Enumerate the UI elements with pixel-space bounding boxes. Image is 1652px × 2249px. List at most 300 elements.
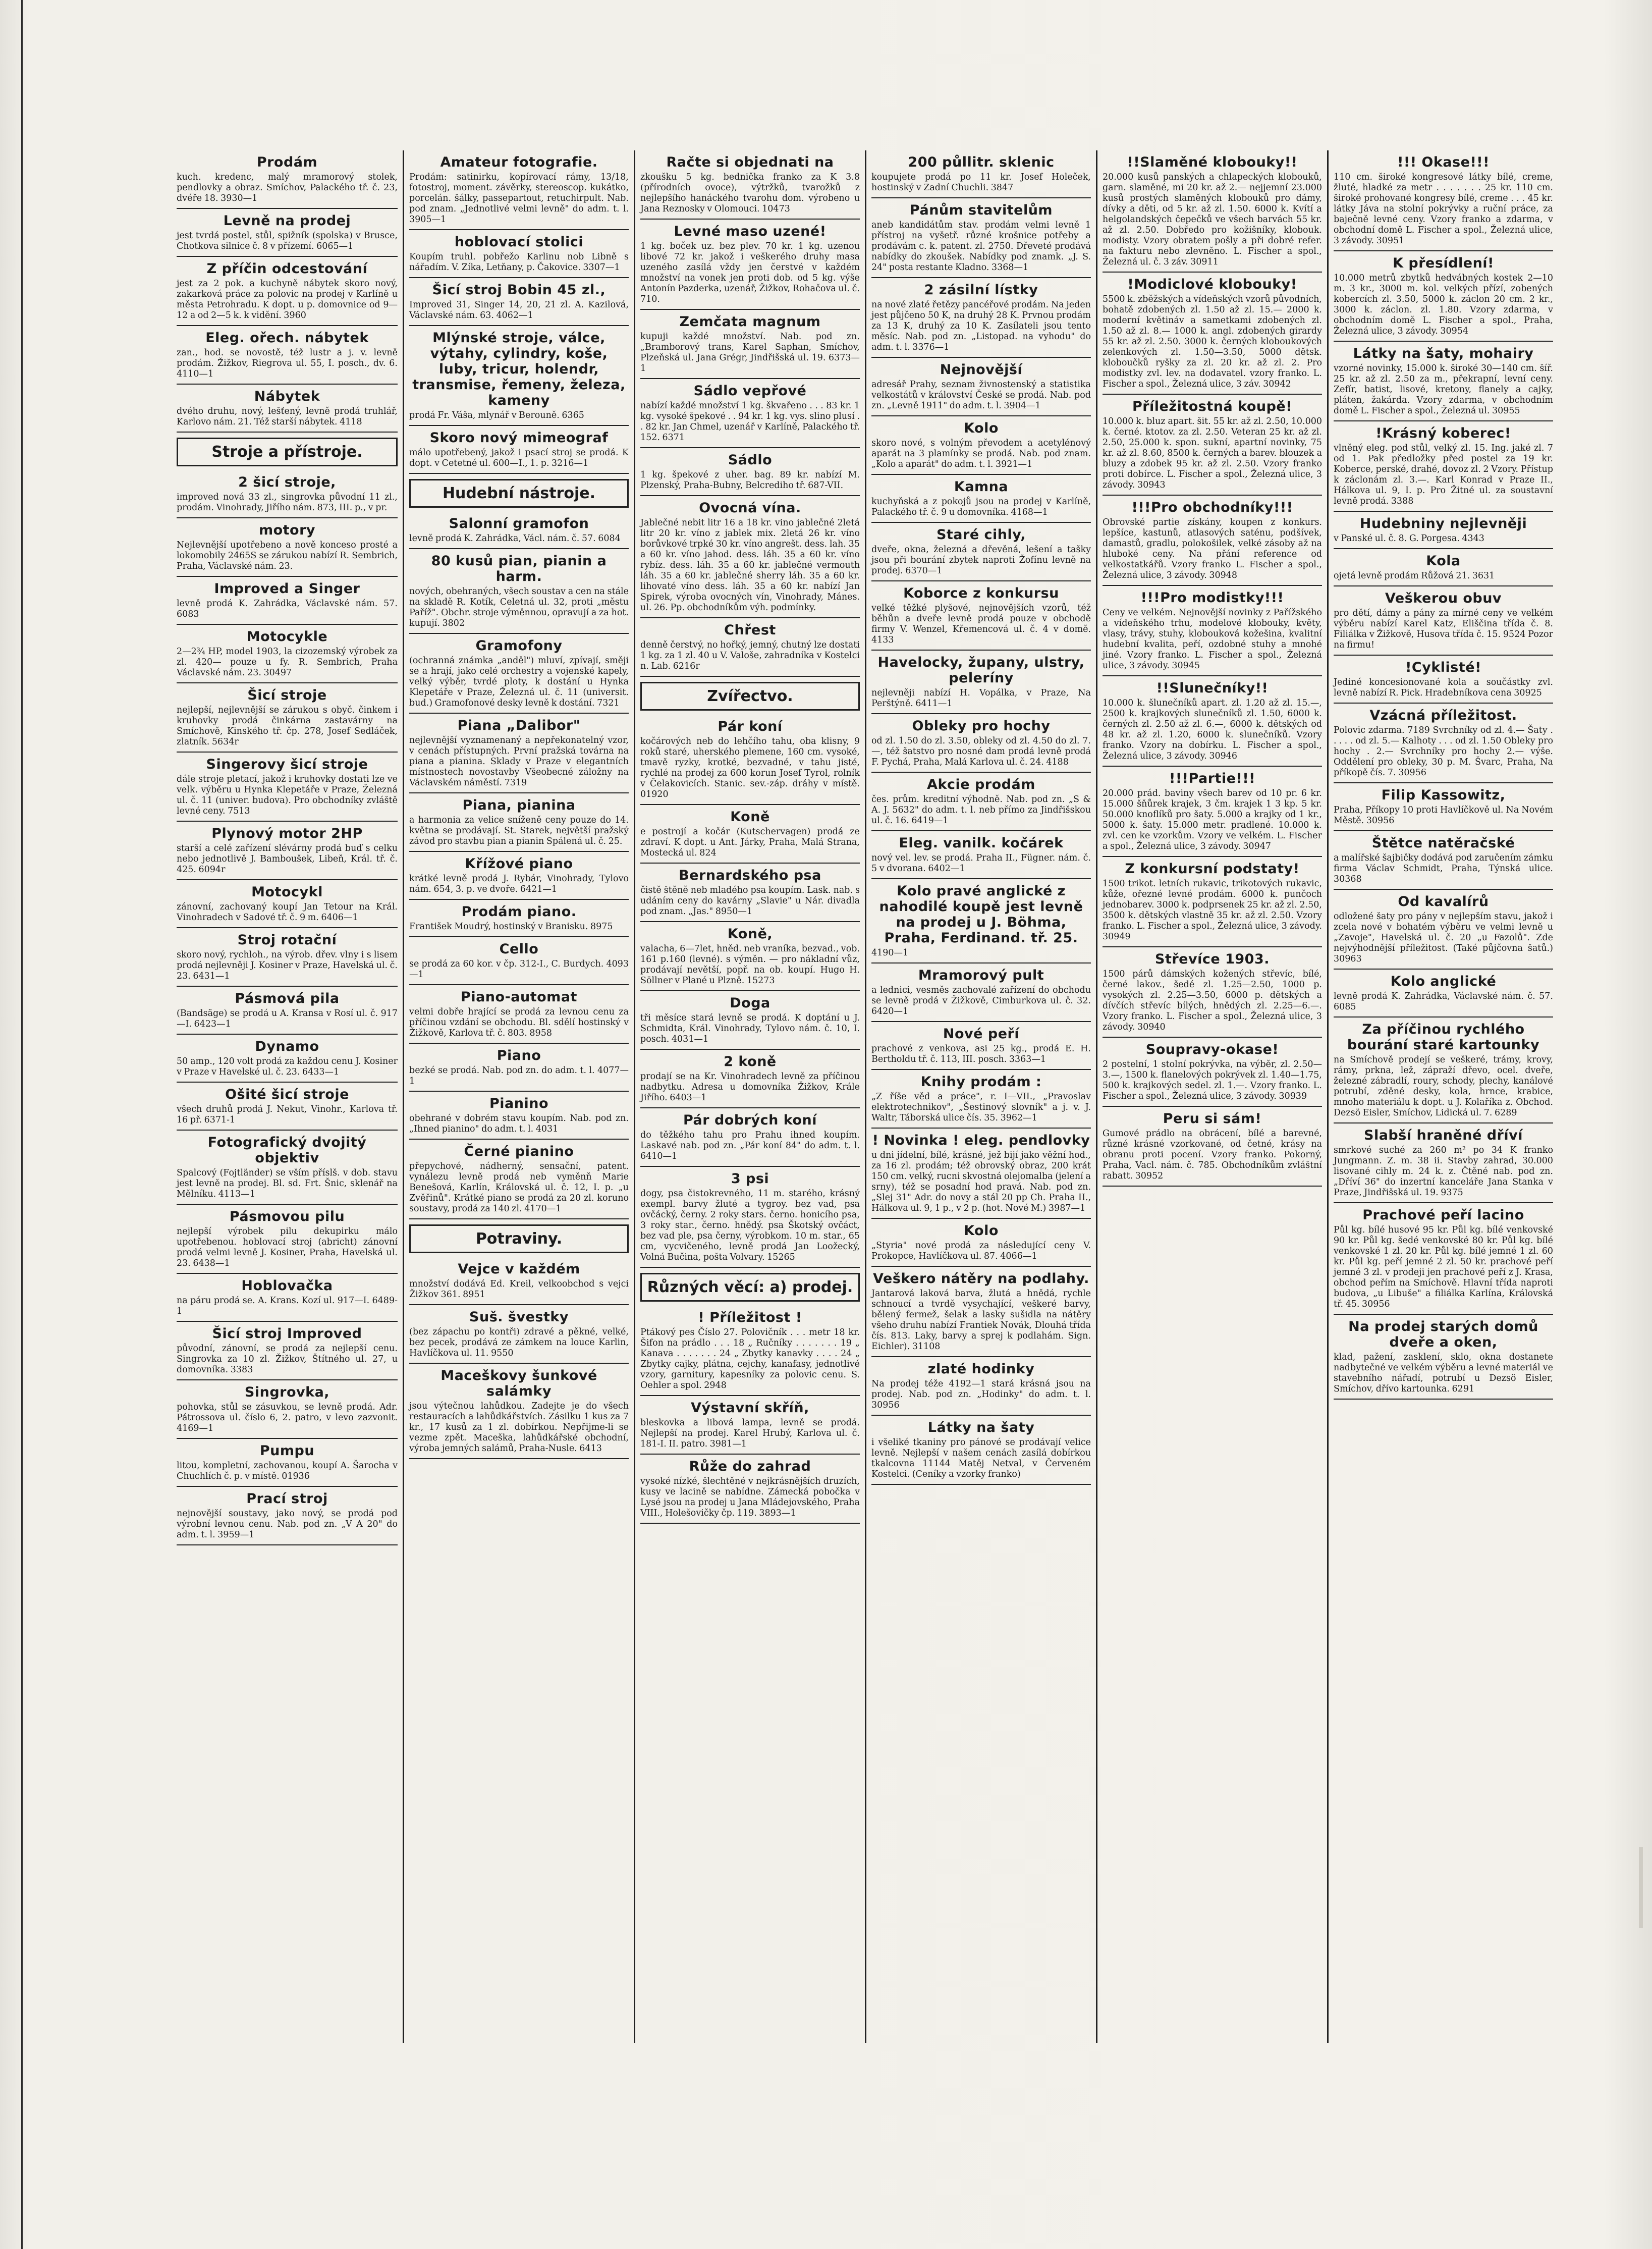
ad-title: Obleky pro hochy [912, 718, 1051, 734]
ad-title: Eleg. ořech. nábytek [205, 330, 369, 346]
classified-ad [1334, 251, 1553, 342]
ad-body: bezké se prodá. Nab. pod zn. do adm. t. l. 4077—1 [409, 1065, 629, 1086]
ad-title: !Krásný koberec! [1375, 425, 1511, 441]
classified-ad [640, 715, 860, 805]
classified-ad [871, 1070, 1091, 1129]
ad-body: prachové z venkova, asi 25 kg., prodá E. H. Bertholdu tř. č. 113, III. posch. 3363—1 [871, 1044, 1091, 1064]
classified-ad [177, 1322, 398, 1380]
column-6 [1327, 150, 1558, 2043]
ad-body: jest za 2 pok. a kuchyně nábytek skoro nový, zakarková práce za polovic na prodej v Karlíně u města Petrohradu. K dopt. u p. domovnice od 9—12 a od 2—5 k. k vidění. 3960 [177, 279, 398, 320]
page-edge-rule [21, 0, 23, 2249]
ad-title: Slabší hraněné dříví [1364, 1128, 1523, 1143]
ad-body: Spalcový (Fojtländer) se vším příslš. v dob. stavu jest levně na prodej. Bl. sd. Frt. Šnic, sklenář na Mělníku. 4113—1 [177, 1168, 398, 1199]
classified-ad [871, 879, 1091, 963]
ad-title: ! Příležitost ! [698, 1310, 802, 1325]
ad-body: 10.000 metrů zbytků hedvábných kostek 2—10 m. 3 kr., 3000 m. kol. velkých přízí, zobených kobercích zl. 3.50, 5000 k. záclon 20 cm. 2 kr., 3000 k. záclon. zl. 1.80. Vzory zdarma, v obchodním domě L. Fischer a spol., Praha, Železná ulice, 3 závody. 30954 [1334, 273, 1553, 336]
classified-ad [871, 1022, 1091, 1070]
ad-title: Fotografický dvojitý objektiv [207, 1135, 367, 1166]
ad-title: Mlýnské stroje, válce, výtahy, cylindry, koše, luby, tricur, holendr, transmise, řemeny, železa, kameny [412, 330, 626, 408]
classified-ad [1334, 1018, 1553, 1123]
ad-body: Půl kg. bílé husové 95 kr. Půl kg. bílé venkovské 90 kr. Půl kg. šedé venkovské 80 kr. Půl kg. bílé venkovské 1 zl. 20 kr. Půl kg. bílé jemné 1 zl. 60 kr. Půl kg. peří jemné 2 zl. 50 kr. prachové peří jemné 3 zl. v prodeji jen prachové peří z J. Krasa, obchod peřím na Smíchově. Hlavní třída naproti budova, „u Libuše" a filiálka Karlína, Královská tř. 45. 30956 [1334, 1225, 1553, 1309]
classified-ad [640, 1050, 860, 1108]
ad-body: a lednici, vesměs zachovalé zařízení do obchodu se levně prodá v Žižkově, Cimburkova ul. č. 32. 6420—1 [871, 985, 1091, 1016]
classified-ad [177, 880, 398, 928]
ad-body: dveře, okna, železná a dřevěná, lešení a tašky jsou při bourání zbytek naproti Žofínu levně na prodej. 6370—1 [871, 545, 1091, 576]
ad-title: Koně [730, 809, 770, 825]
ad-title: Hudebniny nejlevněji [1359, 516, 1527, 531]
classified-ad [640, 310, 860, 379]
column-3 [634, 150, 865, 2043]
ad-title: Akcie prodám [927, 777, 1035, 792]
ad-body: a harmonia za velice sníženě ceny pouze do 14. května se prodávají. St. Starek, největší pražský závod pro stavbu pian a pianin Spálená ul. č. 25. [409, 815, 629, 846]
classified-ad [871, 523, 1091, 581]
ad-body: kuchyňská a z pokojů jsou na prodej v Karlíně, Palackého tř. č. 9 u domovníka. 4168—1 [871, 497, 1091, 517]
ad-body: do těžkého tahu pro Prahu ihned koupím. Laskavé nab. pod zn. „Pár koní 84" do adm. t. l. 6410—1 [640, 1130, 860, 1161]
ad-body: 2—2¾ HP, model 1903, la cizozemský výrobek za zl. 420— pouze u fy. R. Sembrich, Praha Václavské nám. 23. 30497 [177, 647, 398, 678]
ad-body: na páru prodá se. A. Krans. Kozí ul. 917—I. 6489-1 [177, 1296, 398, 1316]
ad-title: Gramofony [475, 638, 563, 654]
ad-body: Jediné koncesionované kola a součástky zvl. levně nabízí R. Pick. Hradebníkova cena 30925 [1334, 677, 1553, 698]
ad-title: Příležitostná koupě! [1132, 399, 1293, 414]
ad-title: Levné maso uzené! [674, 224, 827, 239]
ad-body: původní, zánovní, se prodá za nejlepší cenu. Singrovka za 10 zl. Žižkov, Štítného ul. 27, u domovníka. 3383 [177, 1344, 398, 1375]
ad-title: Nové peří [943, 1026, 1020, 1042]
ad-body: adresář Prahy, seznam živnostenský a statistika velkostátů v království České se prodá. Nab. pod zn. „Levně 1911" do adm. t. l. 3904—1 [871, 380, 1091, 411]
ad-title: Suš. švestky [469, 1309, 569, 1325]
ad-title: Skoro nový mimeograf [429, 430, 609, 446]
classified-ad [409, 985, 629, 1044]
ad-title: Od kavalírů [1398, 894, 1489, 909]
classified-ad [177, 209, 398, 257]
classified-ad [1334, 549, 1553, 586]
ad-body: na nové zlaté řetězy pancéřové prodám. Na jeden jest půjčeno 50 K, na druhý 28 K. Prvnou prodám za 13 K, druhý za 10 K. Zasílateli jsou tento měsíc. Nab. pod zn. „Listopad. na vyhodu" do adm. t. l. 3376—1 [871, 300, 1091, 352]
ad-title: 80 kusů pian, pianin a harm. [431, 553, 607, 584]
classified-columns [172, 150, 1559, 2043]
ad-body: valacha, 6—7let, hněd. neb vraníka, bezvad., vob. 161 p.160 (levné). s výměn. — pro nákladní vůz, prodávají nevětší, popř. na ob. koupí. Hugo H. Söllner v Plané u Plzně. 15273 [640, 944, 860, 986]
ad-title: Šicí stroj Improved [212, 1326, 362, 1342]
ad-body: nejlevnější vyznamenaný a nepřekonatelný vzor, v cenách přístupných. První pražská továrna na piana a pianina. Sklady v Praze v elegantních místnostech novostavby Všeobecné záložny na Václavském náměstí. 7319 [409, 735, 629, 788]
ad-body: levně prodá K. Zahrádka, Václavské nám. 57. 6083 [177, 599, 398, 619]
classified-ad [1103, 150, 1322, 273]
ad-body: nejlepší, nejlevnější se zárukou s obyč. činkem i kruhovky prodá činkárna zastavárny na Smíchově, Kinského tř. čp. 278, Josef Sedláček, zlatník. 5634r [177, 705, 398, 747]
ad-title: Za příčinou rychlého bourání staré kartounky [1347, 1022, 1540, 1053]
classified-ad [871, 475, 1091, 523]
classified-ad [409, 1140, 629, 1219]
classified-ad [1103, 395, 1322, 496]
ad-title: Nejnovější [940, 362, 1023, 378]
ad-body: odložené šaty pro pány v nejlepším stavu, jakož i zcela nové v bohatém výběru ve velmi levně u „Zavoje", Havelská ul. č. 20 „u Fazolů". Zde nejvýhodnější příležitost. (Také půjčovna šatů.) 30963 [1334, 912, 1553, 964]
classified-ad [177, 385, 398, 433]
classified-ad [409, 326, 629, 426]
ad-body: jest tvrdá postel, stůl, spižník (spolska) v Brusce, Chotkova silnice č. 8 v přízemí. 6065—1 [177, 231, 398, 251]
ad-body: 4190—1 [871, 948, 909, 958]
ad-title: Singerovy šicí stroje [206, 757, 368, 772]
ad-title: Račte si objednati na [666, 154, 834, 170]
ad-body: improved nová 33 zl., singrovka původní 11 zl., prodám. Vinohrady, Jiřího nám. 873, III. p., v pr. [177, 492, 398, 513]
classified-ad [177, 257, 398, 326]
ad-title: hoblovací stolici [454, 234, 584, 250]
classified-ad [640, 864, 860, 922]
ad-title: !Cyklisté! [1405, 660, 1481, 675]
ad-body: Na prodej téže 4192—1 stará krásná jsou na prodej. Nab. pod zn. „Hodinky" do adm. t. l. 30956 [871, 1379, 1091, 1410]
ad-title: !!!Partie!!! [1169, 771, 1255, 786]
ad-body: obehrané v dobrém stavu koupím. Nab. pod zn. „Ihned pianino" do adm. t. l. 4031 [409, 1113, 629, 1134]
ad-body: zkoušku 5 kg. bednička franko za K 3.8 (přírodních ovoce), výtržků, tvarožků z nejlepšího hanáckého tvarohu dom. výrobeno u Jana Reznosky v Olomouci. 10473 [640, 172, 860, 214]
classified-ad [640, 379, 860, 448]
ad-body: dvého druhu, nový, lešťený, levně prodá truhlář, Karlovo nám. 21. Též starší nábytek. 4118 [177, 406, 398, 427]
ad-title: Růže do zahrad [689, 1459, 811, 1474]
ad-body: Polovic zdarma. 7189 Svrchníky od zl. 4.— Šaty . . . . . od zl. 5.— Kalhoty . . . od zl. 1.50 Obleky pro hochy . 2.— Svrchníky pro hochy 2.— výše. Oddělení pro obleky, 30 p. M. Švarc, Praha, Na příkopě čís. 7. 30956 [1334, 725, 1553, 778]
classified-ad [409, 278, 629, 326]
ad-title: !Modiclové klobouky! [1127, 277, 1297, 292]
column-2 [403, 150, 634, 2043]
classified-ad [177, 753, 398, 822]
ad-title: Na prodej starých domů dveře a oken, [1348, 1319, 1538, 1350]
classified-ad [1103, 1107, 1322, 1187]
classified-ad [177, 1131, 398, 1205]
classified-ad [1103, 676, 1322, 767]
ad-body: 1500 trikot. letních rukavic, trikotových rukavic, kůže, ořezné levné prodám. 6000 k. punčoch jednobarev. 3000 k. podprsenek 25 kr. až zl. 2.50, 3500 k. dětských vlastně 35 kr. až zl. 2.50. Vzory franko. L. Fischer a spol., Železná ulice, 3 závody. 30949 [1103, 879, 1322, 942]
classified-ad [1334, 1203, 1553, 1315]
ad-body: 20.000 prád. baviny všech barev od 10 pr. 6 kr. 15.000 šňůrek krajek, 3 čm. krajek 1 3 kp. 5 kr. 50.000 knoflíků pro šaty. 5.000 a krajky od 1 kr., 5000 k. šaty. 15.000 metr. pradlené. 10.000 k. zvl. cen ke vzorkům. Vzory ve velkém. L. Fischer a spol., Železná ulice, 3 závody. 30947 [1103, 788, 1322, 851]
ad-title: Prodám [256, 154, 318, 170]
ad-title: Výstavní skříň, [691, 1400, 809, 1416]
ad-title: Pár koní [718, 719, 783, 734]
ad-body: jsou výtečnou lahůdkou. Zadejte je do všech restauracích a lahůdkářstvích. Zásilku 1 kus za 7 kr., 17 kusů za 1 zl. dobírkou. Nepřijme-li se vezme zpět. Maceška, lahůdkářské obchodní, výroba jemných salámů, Praha-Nusle. 6413 [409, 1401, 629, 1454]
classified-ad [640, 1306, 860, 1396]
classified-ad [177, 928, 398, 987]
ad-body: denně čerstvý, no hořký, jemný, chutný lze dostati 1 kg. za 1 zl. 40 u V. Valoše, zahradníka v Kostelci n. Lab. 6216r [640, 640, 860, 671]
classified-ad [177, 987, 398, 1035]
ad-body: vysoké nízké, šlechtěné v nejkrásnějších druzích, kusy ve lacině se nabídne. Zámecká pobočka v Lysé jsou na prodej u Jana Mládejovského, Praha VIII., Holešovičky čp. 119. 3893—1 [640, 1476, 860, 1518]
ad-title: Dynamo [255, 1039, 319, 1054]
ad-body: 50 amp., 120 volt prodá za každou cenu J. Kosiner v Praze v Havelské ul. č. 23. 6433—1 [177, 1056, 398, 1077]
ad-title: Ovocná vína. [699, 500, 801, 516]
classified-ad [177, 577, 398, 625]
classified-ad [409, 634, 629, 714]
ad-title: Motocykle [246, 629, 328, 645]
ad-body: se prodá za 60 kor. v čp. 312-I., C. Burdych. 4093—1 [409, 959, 629, 980]
ad-title: Stroj rotační [237, 932, 337, 948]
classified-ad [1334, 1315, 1553, 1400]
classified-ad [640, 1455, 860, 1524]
ad-title: Šicí stroj Bobin 45 zl., [432, 282, 606, 298]
classified-ad [640, 448, 860, 496]
classified-ad [409, 1044, 629, 1092]
ad-body: 10.000 k. bluz apart. šit. 55 kr. až zl. 2.50, 10.000 k. černé. ktotov. za zl. 2.50. Veteran 25 kr. až zl. 2.50, 25.000 k. spon. sukní, apartní novinky, 75 kr. až zl. 8.60, 8500 k. černých a barev. blouzek a bluzy a zdobek 95 kr. až zl. 2.50. Vzory franko proti dobírce. L. Fischer a spol., Železná ulice, 3 závody. 30943 [1103, 416, 1322, 490]
classified-ad [871, 1129, 1091, 1219]
classified-ad [1103, 767, 1322, 857]
ad-body: 1500 párů dámských kožených střevíc, bílé, černé lakov., šedé zl. 1.25—2.50, 1000 p. vysokých zl. 2.25—3.50, 6000 p. dětských a dívčích střevíc bílých, hnědých zl. 2.25—6.—. Vzory franko. L. Fischer a spol., Železná ulice, 3 závody. 30940 [1103, 969, 1322, 1032]
ad-title: Kolo [964, 1223, 999, 1239]
classified-ad [871, 714, 1091, 773]
ad-body: (Bandsäge) se prodá u A. Kransa v Rosí ul. č. 917—I. 6423—1 [177, 1008, 398, 1029]
classified-ad [871, 1219, 1091, 1267]
ad-title: ! Novinka ! eleg. pendlovky [872, 1133, 1090, 1148]
ad-title: Kolo anglické [1390, 974, 1497, 989]
classified-ad [177, 625, 398, 683]
ad-title: Bernardského psa [679, 868, 821, 883]
ad-title: Látky na šaty [927, 1420, 1035, 1435]
ad-title: Sádlo vepřové [693, 383, 807, 399]
ad-body: všech druhů prodá J. Nekut, Vinohr., Karlova tř. 16 př. 6371-1 [177, 1104, 398, 1125]
ad-body: Praha, Příkopy 10 proti Havlíčkově ul. Na Novém Městě. 30956 [1334, 805, 1553, 826]
classified-ad [177, 1083, 398, 1131]
ad-body: bleskovka a libová lampa, levně se prodá. Nejlepší na prodej. Karel Hrubý, Karlova ul. č. 181-I. II. patro. 3981—1 [640, 1418, 860, 1449]
column-5 [1096, 150, 1327, 2043]
ad-body: ojetá levně prodám Růžová 21. 3631 [1334, 571, 1495, 581]
ad-body: 1 kg. špekové z uher. bag. 89 kr. nabízí M. Plzenský, Praha-Bubny, Belcrediho tř. 687-VII. [640, 470, 860, 491]
ad-title: Koně, [727, 926, 773, 942]
classified-ad [640, 1396, 860, 1455]
ad-body: Ceny ve velkém. Nejnovější novinky z Pařížského a vídeňského trhu, modelové klobouky, květy, vlasy, trávy, stuhy, klobouková kožešina, kvalitní hudební kvalita, peří, ozdobné stuhy a mnohé jiné. Vzory franko. L. Fischer a spol., Železná ulice, 3 závody. 30945 [1103, 608, 1322, 671]
ad-body: aneb kandidátům stav. prodám velmi levně 1 přístroj na vyšetř. různé krošnice potřeby a prodávám c. k. patent. zl. 2750. Dřeveté prodává nabídky do zkoušek. Nabídky pod znamk. „J. S. 24" posta restante Kladno. 3368—1 [871, 220, 1091, 273]
ad-body: málo upotřebený, jakož i psací stroj se prodá. K dopt. v Cetetné ul. 600—I., 1. p. 3216—1 [409, 448, 629, 468]
ad-body: Koupím truhl. pobřežo Karlinu nob Libně s nářadím. V. Zíka, Letňany, p. Čakovice. 3307—1 [409, 252, 629, 273]
classified-ad [1334, 704, 1553, 783]
ad-title: 200 půllitr. sklenic [908, 154, 1055, 170]
ad-body: 1 kg. boček uz. bez plev. 70 kr. 1 kg. uzenou libové 72 kr. jakož i veškerého druhy masa uzeného zasílá vždy jen čerstvé v každém množství na vonek jen proti dob. od 5 kg. výše Antonín Pazderka, uzenář, Žižkov, Rohačova ul. č. 710. [640, 241, 860, 304]
classified-ad [1103, 1038, 1322, 1107]
ad-body: Improved 31, Singer 14, 20, 21 zl. A. Kazilová, Václavské nám. 63. 4062—1 [409, 300, 629, 320]
section-heading: Potraviny. [409, 1224, 629, 1253]
ad-title: Z konkursní podstaty! [1125, 861, 1300, 877]
classified-ad [1103, 273, 1322, 395]
classified-ad [409, 1092, 629, 1140]
classified-ad [871, 651, 1091, 714]
ad-title: Plynový motor 2HP [211, 826, 363, 841]
ad-title: Pumpu [259, 1443, 315, 1459]
ad-body: pro dětí, dámy a pány za mírné ceny ve velkém výběru nabízí Karel Katz, Eliščina třída č. 8. Filiálka v Žižkově, Husova třída č. 15. 9524 Pozor na firmu! [1334, 608, 1553, 650]
ad-body: levně prodá K. Zahrádka, Václ. nám. č. 57. 6084 [409, 533, 621, 544]
classified-ad [1103, 857, 1322, 947]
ad-title: Motocykl [251, 884, 323, 900]
ad-title: Prachové peří lacino [1362, 1207, 1524, 1223]
classified-ad [640, 991, 860, 1050]
classified-ad [409, 150, 629, 230]
classified-ad [871, 581, 1091, 651]
classified-ad [1334, 656, 1553, 704]
classified-ad [409, 852, 629, 900]
ad-title: Improved a Singer [214, 581, 360, 597]
ad-body: „Styria" nové prodá za následující ceny V. Prokopce, Havlíčkova ul. 87. 4066—1 [871, 1241, 1091, 1261]
classified-ad [1334, 890, 1553, 970]
classified-ad [1334, 421, 1553, 512]
classified-ad [177, 150, 398, 209]
ad-body: Gumové prádlo na obrácení, bílé a barevné, různé krásné vzorkované, od četné, krásy na obranu proti pocení. Vzory franko. Pokorný, Praha, Vacl. nám. č. 785. Obchodníkům zvláštní rabatt. 30952 [1103, 1129, 1322, 1181]
classified-ad [409, 1305, 629, 1364]
ad-title: Filip Kassowitz, [1381, 787, 1506, 803]
classified-ad [177, 1205, 398, 1274]
ad-body: krátké levně prodá J. Rybár, Vinohrady, Tylovo nám. 654, 3. p. ve dvoře. 6421—1 [409, 874, 629, 894]
ad-body: nejlevněji nabízí H. Vopálka, v Praze, Na Perštýně. 6411—1 [871, 688, 1091, 709]
classified-ad [177, 822, 398, 880]
ad-body: kupuji každé množství. Nab. pod zn. „Bramborový trans, Karel Saphan, Smíchov, Plzeňská ul. Jana Grégr, Jindřišská ul. 19. 6373—1 [640, 332, 860, 373]
ad-title: Pánům stavitelům [909, 202, 1053, 218]
ad-body: u dni jídelní, bílé, krásné, jež bijí jako věžní hod., za 16 zl. prodám; též obrovský obraz, 200 krát 150 cm. velký, rucni skvostná olejomalba (jelení a srny), též se posadní hod pravá. Nab. pod zn. „Slej 31" Adr. do novy a stál 20 pp Ch. Praha II., Hálkova ul. 9, 1 p., v 2 p. (hot. Nové M.) 3987—1 [871, 1150, 1091, 1213]
ad-title: Veškerou obuv [1385, 591, 1502, 606]
ad-body: litou, kompletní, zachovanou, koupí A. Šarocha v Chuchlích č. p. v místě. 01936 [177, 1461, 398, 1481]
ad-title: Pár dobrých koní [683, 1112, 817, 1128]
ad-body: levně prodá K. Zahrádka, Václavské nám. č. 57. 6085 [1334, 991, 1553, 1012]
classified-ad [640, 150, 860, 220]
ad-title: zlaté hodinky [927, 1361, 1035, 1377]
ad-title: Peru si sám! [1163, 1111, 1262, 1127]
ad-title: motory [258, 522, 316, 538]
ad-body: dogy, psa čistokrevného, 11 m. starého, krásný exempl. barvy žluté a tygroy. bez vad, psa ovčácký, černy. 2 roky stars. černo. honicího psa, 3 roky star., černo. hnědý. psa Škotský ovčáct, bez vad ple, psa černy, výrobkom. 10 m. star., 65 cm, vycvičeného, levně prodá Jan Loožecký, Volná Bučina, pošta Volvary. 15265 [640, 1189, 860, 1262]
ad-title: 2 zásilní lístky [924, 282, 1038, 298]
ad-title: 2 šicí stroje, [238, 474, 336, 490]
section-heading: Stroje a přístroje. [177, 438, 398, 466]
ad-body: dále stroje pletací, jakož i kruhovky dostati lze ve velk. výběru u Hynka Klepetáře v Praze, Železná ul. č. 11 (univer. budova). Pro obchodníky zvláště levné ceny. 7513 [177, 774, 398, 816]
ad-body: Obrovské partie získány, koupen z konkurs. lepšíce, kastunů, atlasových saténu, podšívek, damastů, gradlu, polokošilek, velké zásoby až na hluboké ceny. Na přání reference od velkostatkářů. Vzory franko L. Fischer a spol., Železná ulice, 3 závody. 30948 [1103, 517, 1322, 580]
ad-body: 2 postelní, 1 stolní pokrývka, na výběr, zl. 2.50—3.—, 1500 k. flanelových pokrývek zl. 1.40—1.75, 500 k. krajkových sedel. zl. 1.—. Vzory franko. L. Fischer a spol., Železná ulice, 3 závody. 30939 [1103, 1059, 1322, 1101]
classified-ad [177, 470, 398, 518]
ad-body: Jantarová laková barva, žlutá a hnědá, rychle schnoucí a tvrdě vysychající, veškeré barvy, bělený fermež, šelak a lasky sušidla na nátěry všeho druhu nabízí Frantiek Novák, Dlouhá třída čís. 813. Laky, barvy a sprej k podlahám. Sign. Eichler). 31108 [871, 1289, 1091, 1352]
ad-title: Chřest [724, 622, 776, 638]
classified-ad [409, 1364, 629, 1459]
ad-body: nový vel. lev. se prodá. Praha II., Fügner. nám. č. 5 v dvorana. 6402—1 [871, 853, 1091, 874]
ad-body: od zl. 1.50 do zl. 3.50, obleky od zl. 4.50 do zl. 7.—, též šatstvo pro nosné dam prodá levně prodá F. Pychá, Praha, Malá Karlova ul. č. 24. 4188 [871, 736, 1091, 767]
classified-ad [871, 963, 1091, 1022]
classified-ad [640, 496, 860, 618]
ad-body: (ochranná známka „anděl") mluví, zpívají, směji se a hrají, jako celé orchestry a vojenské kapely, velký výběr, tvrdé ploty, k dostání u Hynka Klepetáře v Praze, Železná ul. č. 11 (universit. bud.) Gramofonové desky levně k dostání. 7321 [409, 656, 629, 708]
ad-title: Piano [497, 1048, 541, 1063]
ad-body: Nejlevnější upotřebeno a nově konceso prosté a lokomobily 2465S se zárukou nabízí R. Sembrich, Praha, Václavské nám. 23. [177, 540, 398, 571]
ad-body: množství dodává Ed. Kreil, velkoobchod s vejci Žižkov 361. 8951 [409, 1279, 629, 1300]
scan-edge-mark [1639, 1847, 1643, 1928]
ad-title: Křížové piano [465, 856, 573, 872]
classified-ad [1334, 783, 1553, 831]
ad-body: čistě štěně neb mladého psa koupím. Lask. nab. s udáním ceny do kavárny „Slavie" u Nár. divadla pod znam. „Jas." 8950—1 [640, 885, 860, 917]
ad-title: Látky na šaty, mohairy [1353, 346, 1534, 361]
ad-title: Prodám piano. [461, 904, 577, 920]
ad-title: Soupravy-okase! [1145, 1042, 1279, 1057]
ad-body: zánovní, zachovaný koupí Jan Tetour na Král. Vinohradech v Sadové tř. č. 9 m. 6406—1 [177, 902, 398, 923]
ad-title: Ošité šicí stroje [225, 1087, 349, 1102]
ad-title: Štětce natěračské [1371, 835, 1515, 851]
ad-title: Eleg. vanilk. kočárek [899, 835, 1064, 851]
ad-title: Pásmová pila [235, 991, 340, 1006]
ad-body: pohovka, stůl se zásuvkou, se levně prodá. Adr. Pátrossova ul. číslo 6, 2. patro, v levo zazvonit. 4169—1 [177, 1402, 398, 1433]
ad-body: i všeliké tkaniny pro pánové se prodávají velice levně. Nejlepší v našem cenách zasílá dobírkou tkalcovna 11144 Matěj Netval, v Červeném Kostelci. (Ceníky a vzorky franko) [871, 1437, 1091, 1479]
ad-title: Zemčata magnum [679, 314, 821, 330]
ad-title: Havelocky, župany, ulstry, peleríny [877, 655, 1085, 686]
classified-ad [409, 900, 629, 937]
classified-ad [177, 1035, 398, 1083]
ad-body: 20.000 kusů panských a chlapeckých klobouků, garn. slaměné, mi 20 kr. až 2.— nejjemní 23.000 kusů prostých slaměných klobouků pro dámy, dívky a děti, od 5 kr. až zl. 1.50. 6000 k. Kvítí a helgolandských čepečků ve všech barvách 55 kr. až zl. 2.50. Dobředo pro kožišníky, klobouk. modisty. Vzory obratem pošly a při dobré refer. na fakturu nebo zlevněno. L. Fischer a spol., Železná ul. č. 3 záv. 30911 [1103, 172, 1322, 267]
ad-title: Kolo [964, 420, 999, 436]
ad-title: Nábytek [254, 389, 320, 404]
classified-ad [871, 358, 1091, 416]
ad-body: 110 cm. široké kongresové látky bílé, creme, žluté, hladké za metr . . . . . . . 25 kr. 110 cm. široké prohované kongresy bílé, creme . . . 45 kr. látky Jáva na stolní pokrývky a ruční práce, za baječně levné ceny. Vzory franko a zdarma, v obchodní domě L. Fischer a spol., Železná ulice, 3 závody. 30951 [1334, 172, 1553, 246]
classified-ad [409, 1257, 629, 1305]
ad-body: smrkové suché za 260 m² po 34 K franko Jungmann. Z. m. 38 ii. Stavby zahrad, 30.000 lisované cihly m. 24 k. z. Čtěné nab. pod zn. „Dříví 36" do inzertní kanceláře Jana Stanka v Praze, Jindřišská ul. 19. 9375 [1334, 1145, 1553, 1198]
ad-title: Šicí stroje [247, 687, 327, 703]
ad-title: Kola [1426, 553, 1461, 569]
classified-ad [871, 831, 1091, 879]
ad-body: na Smíchově prodejí se veškeré, trámy, krovy, rámy, prkna, lež, zápraží dřevo, ocel. dveře, železné zábradlí, roury, schody, plechy, kanálové potrubí, zděné desky, kola, hrnce, krabice, mnoho materiálu k dopt. u J. Kolaříka z. Obchod. Dezsö Eisler, Smíchov, Lidická ul. 7. 6289 [1334, 1055, 1553, 1118]
classified-ad [409, 937, 629, 985]
ad-title: Piana, pianina [462, 797, 576, 813]
ad-body: nejlepší výrobek pilu dekupirku málo upotřebenou. hoblovací stroj (abricht) zánovní prodá velmi levně J. Kosiner, Praha, Havelská ul. 23. 6438—1 [177, 1226, 398, 1268]
ad-body: a malířské šajbičky dodává pod zaručením zámku firma Václav Schmidt, Praha, Týnská ulice. 30368 [1334, 853, 1553, 884]
classified-ad [409, 512, 629, 549]
ad-title: Piano-automat [461, 989, 577, 1005]
ad-body: prodá Fr. Váša, mlynář v Berouně. 6365 [409, 410, 584, 420]
ad-body: nabízí každé množství 1 kg. škvařeno . . . 83 kr. 1 kg. vysoké špekové . . 94 kr. 1 kg. vys. slino plusí . . 82 kr. Jan Chmel, uzenář v Karlíně, Palackého tř. 152. 6371 [640, 401, 860, 443]
classified-ad [1103, 947, 1322, 1038]
classified-ad [1334, 1123, 1553, 1203]
ad-body: skoro nové, s volným převodem a acetylénový aparát na 3 plamínky se prodá. Nab. pod znam. „Kolo a aparát" do adm. t. l. 3921—1 [871, 438, 1091, 469]
classified-ad [640, 922, 860, 991]
classified-ad [177, 683, 398, 753]
ad-body: koupujete prodá po 11 kr. Josef Holeček, hostinský v Zadní Chuchli. 3847 [871, 172, 1091, 193]
ad-title: Koborce z konkursu [903, 585, 1059, 601]
ad-title: Střevíce 1903. [1155, 951, 1270, 967]
classified-ad [1103, 586, 1322, 676]
ad-body: e postrojí a kočár (Kutschervagen) prodá ze zdraví. K dopt. u Ant. Járky, Praha, Malá Strana, Mostecká ul. 824 [640, 827, 860, 858]
ad-title: Cello [499, 941, 539, 957]
section-heading: Různých věcí: a) prodej. [640, 1273, 860, 1302]
ad-body: prodají se na Kr. Vinohradech levně za příčinou nadbytku. Adresa u domovníka Žižkov, Krále Jiřího. 6403—1 [640, 1072, 860, 1103]
ad-body: vlněný eleg. pod stůl, velký zl. 15. Ing. jaké zl. 7 od 1. Pak předložky před postel za 19 kr. Koberce, perské, drahé, dovoz zl. 2 Vzory. Přístup k záclonám zl. 3.—. Karl Konrad v Praze II., Hálkova ul. 9, I. p. Pro Žitné ul. za soustavní levně prodá. 3388 [1334, 443, 1553, 506]
classified-ad [871, 150, 1091, 198]
ad-body: kuch. kredenc, malý mramorový stolek, pendlovky a obraz. Smíchov, Palackého tř. č. 23, dvéře 18. 3930—1 [177, 172, 398, 203]
ad-body: nejnovější soustavy, jako nový, se prodá pod výrobní levnou cenu. Nab. pod zn. „V A 20" do adm. t. l. 3959—1 [177, 1509, 398, 1540]
ad-title: Hoblovačka [241, 1278, 333, 1294]
classified-ad [640, 1167, 860, 1268]
section-heading: Zvířectvo. [640, 682, 860, 711]
ad-title: !!Slaměné klobouky!! [1127, 154, 1298, 170]
classified-ad [409, 426, 629, 474]
classified-ad [871, 198, 1091, 278]
classified-ad [1334, 970, 1553, 1018]
classified-ad [1334, 342, 1553, 421]
classified-ad [177, 1487, 398, 1545]
ad-body: skoro nový, rychloh., na výrob. dřev. vlny i s lisem prodá nejlevněji J. Kosiner v Praze, Havelská ul. č. 23. 6431—1 [177, 950, 398, 981]
classified-ad [177, 518, 398, 577]
ad-title: Salonní gramofon [449, 516, 589, 531]
ad-body: zan., hod. se novostě, též lustr a j. v. levně prodám. Žižkov, Riegrova ul. 55, I. posch., dv. 6. 4110—1 [177, 348, 398, 379]
ad-body: tři měsíce stará levně se prodá. K doptání u J. Schmidta, Král. Vinohrady, Tylovo nám. č. 10, I. posch. 4031—1 [640, 1013, 860, 1044]
classified-ad [1334, 831, 1553, 890]
classified-ad [1334, 150, 1553, 251]
ad-title: Singrovka, [244, 1384, 330, 1400]
ad-body: „Z říše věd a práce", r. I—VII., „Pravoslav elektrotechnikov", „Šestinový slovník" a j. v. J. Waltr, Táborská ulice čís. 35. 3962—1 [871, 1092, 1091, 1123]
ad-title: Kamna [954, 479, 1009, 495]
ad-title: Z příčin odcestování [206, 261, 368, 277]
ad-title: K přesídlení! [1393, 255, 1494, 271]
ad-body: kočárových neb do lehčího tahu, oba klisny, 9 roků staré, uherského plemene, 160 cm. vysoké, tmavě ryzky, krotké, bezvadné, v tahu jisté, rychlé na prodej za 600 korun Josef Tyrol, rolník v Čelakovicích. Stanic. sev.-záp. dráhy v místě. 01920 [640, 736, 860, 799]
classified-ad [1334, 586, 1553, 656]
classified-ad [871, 773, 1091, 831]
ad-title: !!! Okase!!! [1397, 154, 1490, 170]
ad-body: František Moudrý, hostinský v Branisku. 8975 [409, 922, 613, 932]
ad-title: Mramorový pult [918, 968, 1044, 983]
ad-title: Knihy prodám : [920, 1074, 1042, 1090]
ad-title: Pianino [489, 1096, 548, 1111]
ad-title: 2 koně [724, 1054, 777, 1069]
classified-ad [871, 416, 1091, 475]
classified-ad [640, 805, 860, 864]
ad-title: !!Slunečníky!! [1156, 680, 1269, 696]
classified-ad [640, 618, 860, 677]
classified-ad [177, 1380, 398, 1439]
ad-title: Vejce v každém [458, 1261, 580, 1277]
ad-body: velké těžké plyšové, nejnovějších vzorů, též běhůn a dveře levně prodá pouze v obchodě firmy V. Wenzel, Křemencová ul. č. 4 v domě. 4133 [871, 603, 1091, 645]
classified-ad [409, 793, 629, 852]
